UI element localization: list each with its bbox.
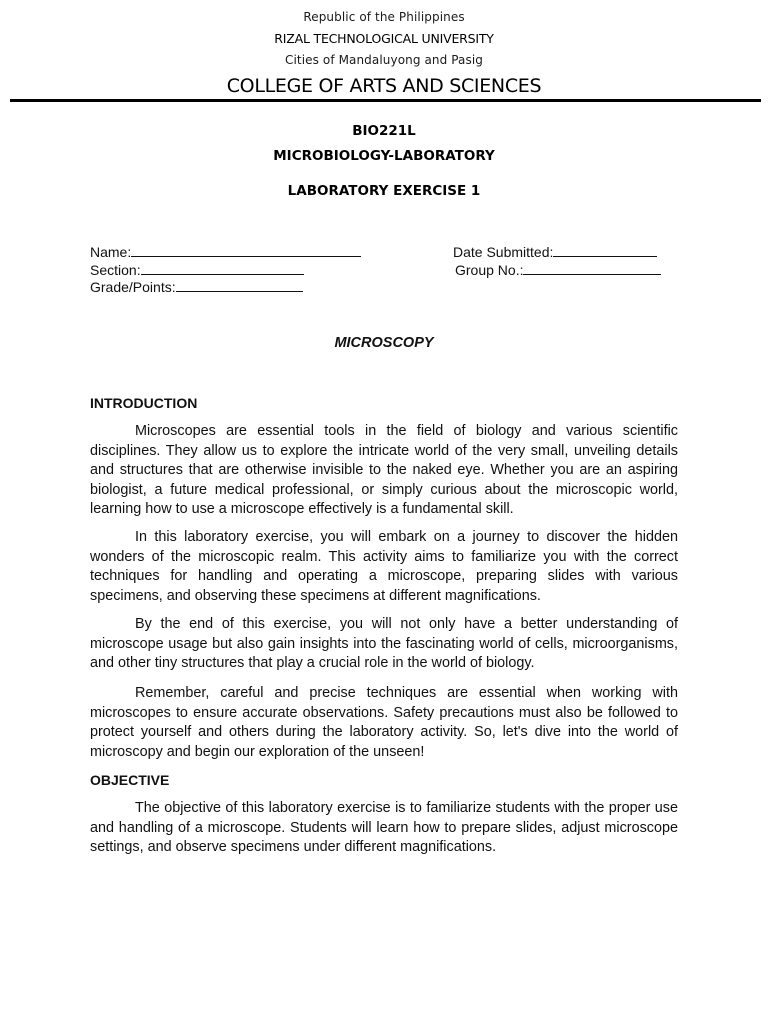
- section-label: Section:: [90, 262, 141, 278]
- group-blank-line: [523, 261, 661, 275]
- date-submitted-label: Date Submitted:: [453, 244, 554, 260]
- name-label: Name:: [90, 244, 132, 260]
- date-blank-line: [553, 243, 657, 257]
- grade-blank-line: [176, 278, 303, 292]
- group-no-label: Group No.:: [455, 262, 524, 278]
- university-name: RIZAL TECHNOLOGICAL UNIVERSITY: [274, 31, 494, 46]
- republic-line: Republic of the Philippines: [303, 10, 465, 24]
- intro-paragraph-2: In this laboratory exercise, you will embark on a journey to discover the hidden wonders of the microscopic realm. This activity aims to familiarize you with the correct techniques for handling and operating a microscope, preparing slides with various specimens, and observing these specimens at different magnifications.: [90, 529, 678, 604]
- introduction-heading: INTRODUCTION: [90, 395, 198, 411]
- campus-cities: Cities of Mandaluyong and Pasig: [284, 53, 484, 67]
- section-field: [90, 261, 304, 278]
- intro-paragraph-4: Remember, careful and precise techniques are essential when working with microscopes to ensure accurate observations. Safety precautions must also be followed to protect yourself and others during the laboratory activity. So, let's dive into the world of microscopy and begin our exploration of the unseen!: [90, 685, 678, 760]
- objective-paragraph: The objective of this laboratory exercise is to familiarize students with the proper use and handling of a microscope. Students will learn how to prepare slides, adjust microscope settings, and observe specimens under different magnifications.: [90, 800, 678, 855]
- exercise-title: LABORATORY EXERCISE 1: [287, 183, 481, 199]
- course-code: BIO221L: [352, 123, 416, 139]
- college-name: COLLEGE OF ARTS AND SCIENCES: [226, 75, 542, 97]
- grade-label: Grade/Points:: [90, 279, 176, 295]
- name-blank-line: [131, 243, 361, 257]
- objective-heading: OBJECTIVE: [90, 772, 170, 788]
- course-name: MICROBIOLOGY-LABORATORY: [273, 148, 495, 164]
- date-submitted-field: [453, 243, 657, 260]
- topic-title: MICROSCOPY: [334, 335, 434, 351]
- name-field: [90, 243, 361, 260]
- group-no-field: [455, 261, 661, 278]
- section-blank-line: [141, 261, 304, 275]
- header-divider: [10, 99, 761, 102]
- intro-paragraph-3: By the end of this exercise, you will not only have a better understanding of microscope usage but also gain insights into the fascinating world of cells, microorganisms, and other tiny structures that play a crucial role in the world of biology.: [90, 616, 678, 671]
- intro-paragraph-1: Microscopes are essential tools in the field of biology and various scientific disciplines. They allow us to explore the intricate world of the very small, unveiling details and structures that are otherwise invisible to the naked eye. Whether you are an aspiring biologist, a future medical professional, or simply curious about the microscopic world, learning how to use a microscope effectively is a fundamental skill.: [90, 423, 678, 517]
- grade-field: [90, 278, 303, 295]
